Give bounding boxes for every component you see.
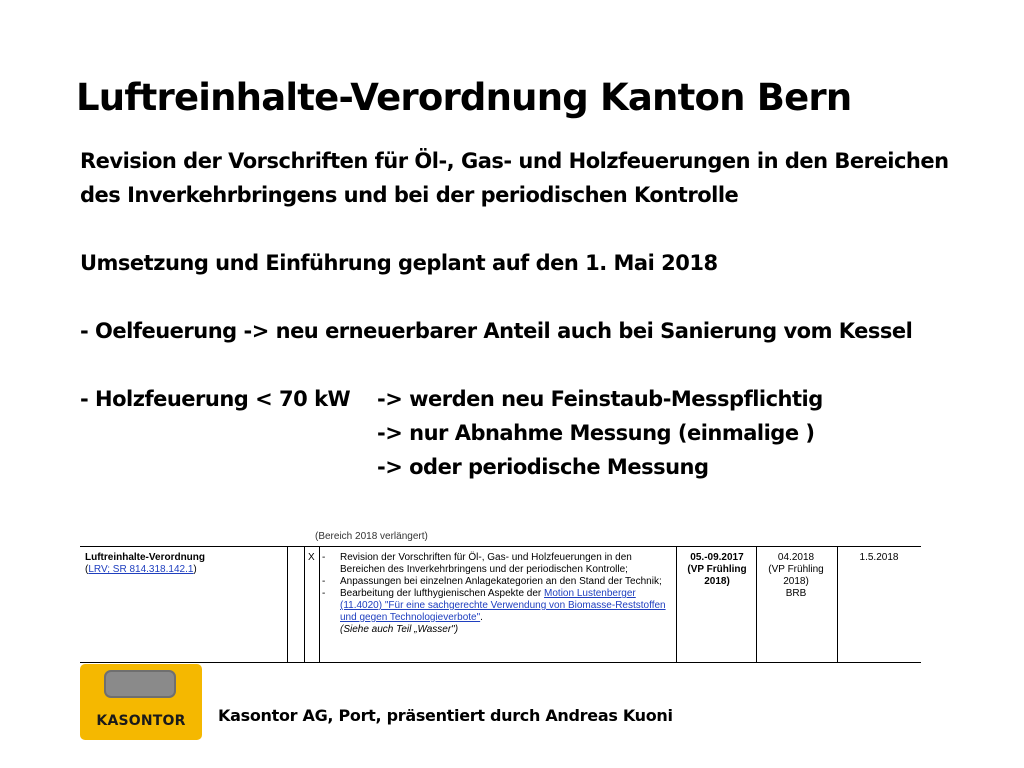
logo-text: KASONTOR <box>96 713 186 729</box>
column-divider <box>287 546 288 663</box>
column-divider <box>319 546 320 663</box>
consultation-date: 05.-09.2017 <box>690 552 744 563</box>
schedule-text: Umsetzung und Einführung geplant auf den 1. Mai 2018 <box>80 251 718 275</box>
change-item <box>322 588 675 624</box>
change-item <box>322 576 675 588</box>
intro-line-1: Revision der Vorschriften für Öl-, Gas- und Holzfeuerungen in den Bereichen <box>80 149 949 173</box>
applicability-mark: X <box>308 552 315 563</box>
law-ref-close: ) <box>193 564 197 575</box>
kasontor-logo <box>80 664 202 740</box>
slide-title: Luftreinhalte-Verordnung Kanton Bern <box>76 76 852 119</box>
intro-line-2: des Inverkehrbringens und bei der periodischen Kontrolle <box>80 183 739 207</box>
column-divider <box>837 546 838 663</box>
footer-presenter-text: Kasontor AG, Port, präsentiert durch Andreas Kuoni <box>218 706 673 725</box>
column-divider <box>304 546 305 663</box>
change-description <box>322 552 675 636</box>
cross-reference-note: (Siehe auch Teil „Wasser") <box>340 624 459 635</box>
column-divider <box>676 546 677 663</box>
wood-heating-item: -> oder periodische Messung <box>377 455 709 479</box>
change-item-text: Revision der Vorschriften für Öl-, Gas- und Holzfeuerungen in den Bereichen des Inverkehrbringens und der periodischen Kontrolle; <box>340 552 632 575</box>
wood-heating-items <box>377 382 823 484</box>
bullet-dash: - <box>322 588 326 599</box>
wood-heating-item: -> nur Abnahme Messung (einmalige ) <box>377 421 815 445</box>
decision-date-cell <box>757 552 835 600</box>
table-border-top <box>80 546 921 547</box>
wood-heating-item: -> werden neu Feinstaub-Messpflichtig <box>377 387 823 411</box>
logo-shape <box>104 670 176 698</box>
law-ref-open: ( <box>85 564 89 575</box>
decision-note: (VP Frühling 2018) <box>768 564 824 587</box>
bullet-dash: - <box>322 552 326 563</box>
cropped-row-text: (Bereich 2018 verlängert) <box>315 531 428 542</box>
oil-heating-text: - Oelfeuerung -> neu erneuerbarer Anteil auch bei Sanierung vom Kessel <box>80 319 913 343</box>
decision-date: 04.2018 <box>777 552 815 563</box>
table-border-bottom <box>80 662 921 663</box>
spacer <box>80 212 985 246</box>
change-item-text <box>340 588 675 624</box>
change-item-text-post: . <box>480 612 483 623</box>
change-item-text: Anpassungen bei einzelnen Anlagekategorien an den Stand der Technik; <box>340 576 662 587</box>
law-name: Luftreinhalte-Verordnung <box>85 552 205 563</box>
motion-link[interactable]: Motion Lustenberger (11.4020) "Für eine sachgerechte Verwendung von Biomasse-Reststoffen und gegen Technologieverbote" <box>340 588 666 623</box>
bullet-dash: - <box>322 576 326 587</box>
change-item <box>322 552 675 576</box>
wood-heating-block <box>80 382 985 484</box>
spacer <box>80 348 985 382</box>
consultation-note: (VP Frühling 2018) <box>687 564 747 587</box>
law-reference <box>85 564 197 576</box>
consultation-date-cell <box>678 552 756 588</box>
legislation-table-excerpt <box>80 531 921 665</box>
wood-heating-label: - Holzfeuerung < 70 kW <box>80 387 351 411</box>
decision-body: BRB <box>785 588 807 599</box>
slide-content <box>80 144 985 484</box>
change-item-text-pre: Bearbeitung der lufthygienischen Aspekte der <box>340 588 545 599</box>
effective-date: 1.5.2018 <box>859 552 899 563</box>
spacer <box>80 280 985 314</box>
law-reference-link[interactable]: LRV; SR 814.318.142.1 <box>88 564 194 575</box>
